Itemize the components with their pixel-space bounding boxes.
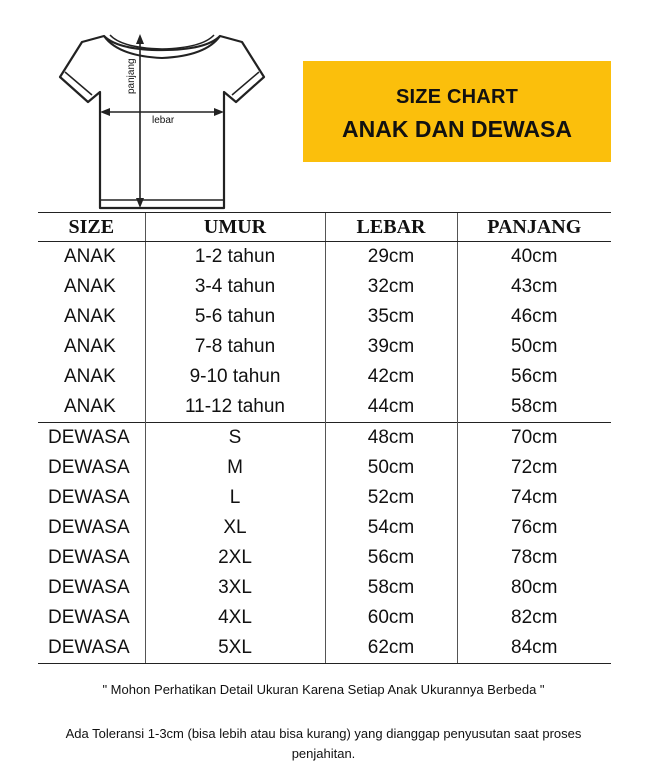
table-header-row [38, 213, 611, 242]
size-label: DEWASA [48, 517, 130, 538]
size-label: ANAK [64, 306, 116, 327]
cell-size [38, 603, 145, 633]
cell-umur: 9-10 tahun [145, 362, 325, 392]
size-label: ANAK [64, 396, 116, 417]
cell-umur: 5-6 tahun [145, 302, 325, 332]
table-row [38, 633, 611, 664]
cell-lebar: 39cm [325, 332, 457, 362]
cell-umur: 1-2 tahun [145, 242, 325, 273]
size-label: DEWASA [48, 487, 130, 508]
cell-lebar: 32cm [325, 272, 457, 302]
table-row [38, 573, 611, 603]
table-row [38, 332, 611, 362]
cell-panjang: 82cm [457, 603, 611, 633]
cell-lebar: 56cm [325, 543, 457, 573]
cell-size [38, 513, 145, 543]
cell-lebar: 60cm [325, 603, 457, 633]
table-row [38, 453, 611, 483]
cell-panjang: 84cm [457, 633, 611, 664]
size-label: DEWASA [48, 427, 130, 448]
cell-panjang: 56cm [457, 362, 611, 392]
table-row [38, 362, 611, 392]
cell-panjang: 58cm [457, 392, 611, 423]
cell-panjang: 76cm [457, 513, 611, 543]
header-lebar: LEBAR [325, 213, 457, 242]
cell-size [38, 483, 145, 513]
cell-umur: 11-12 tahun [145, 392, 325, 423]
size-label: DEWASA [48, 607, 130, 628]
cell-umur: 7-8 tahun [145, 332, 325, 362]
cell-panjang: 43cm [457, 272, 611, 302]
cell-lebar: 54cm [325, 513, 457, 543]
header-umur: UMUR [145, 213, 325, 242]
cell-panjang: 74cm [457, 483, 611, 513]
tolerance-notice: Ada Toleransi 1-3cm (bisa lebih atau bisa kurang) yang dianggap penyusutan saat proses penjahitan. [65, 726, 582, 761]
cell-panjang: 40cm [457, 242, 611, 273]
size-label: DEWASA [48, 637, 130, 658]
cell-umur: 5XL [145, 633, 325, 664]
cell-panjang: 72cm [457, 453, 611, 483]
banner-subtitle: ANAK DAN DEWASA [342, 116, 572, 142]
table-row [38, 272, 611, 302]
table-row [38, 242, 611, 273]
cell-size [38, 302, 145, 332]
measurement-notice: " Mohon Perhatikan Detail Ukuran Karena Setiap Anak Ukurannya Berbeda " [102, 682, 545, 697]
cell-size [38, 573, 145, 603]
cell-umur: 4XL [145, 603, 325, 633]
size-label: ANAK [64, 246, 116, 267]
cell-lebar: 48cm [325, 423, 457, 454]
cell-lebar: 52cm [325, 483, 457, 513]
cell-umur: 3-4 tahun [145, 272, 325, 302]
size-label: ANAK [64, 336, 116, 357]
cell-size [38, 392, 145, 423]
cell-umur: M [145, 453, 325, 483]
cell-panjang: 80cm [457, 573, 611, 603]
cell-umur: L [145, 483, 325, 513]
cell-size [38, 242, 145, 273]
size-label: DEWASA [48, 457, 130, 478]
header-size: SIZE [38, 213, 145, 242]
tshirt-measurement-diagram [52, 22, 272, 212]
cell-lebar: 58cm [325, 573, 457, 603]
cell-umur: 3XL [145, 573, 325, 603]
cell-umur: XL [145, 513, 325, 543]
cell-lebar: 44cm [325, 392, 457, 423]
cell-panjang: 50cm [457, 332, 611, 362]
cell-size [38, 543, 145, 573]
table-row [38, 483, 611, 513]
cell-lebar: 62cm [325, 633, 457, 664]
table-row [38, 423, 611, 454]
cell-lebar: 50cm [325, 453, 457, 483]
cell-panjang: 46cm [457, 302, 611, 332]
cell-panjang: 70cm [457, 423, 611, 454]
cell-lebar: 29cm [325, 242, 457, 273]
banner-title: SIZE CHART [396, 86, 518, 108]
cell-size [38, 272, 145, 302]
size-label: DEWASA [48, 577, 130, 598]
cell-size [38, 633, 145, 664]
cell-size [38, 362, 145, 392]
tshirt-icon [52, 22, 272, 212]
cell-size [38, 332, 145, 362]
cell-size [38, 423, 145, 454]
table-row [38, 302, 611, 332]
cell-umur: S [145, 423, 325, 454]
title-banner [303, 61, 611, 162]
table-row [38, 603, 611, 633]
cell-lebar: 35cm [325, 302, 457, 332]
table-row [38, 543, 611, 573]
size-label: DEWASA [48, 547, 130, 568]
cell-size [38, 453, 145, 483]
header-panjang: PANJANG [457, 213, 611, 242]
cell-lebar: 42cm [325, 362, 457, 392]
length-label: panjang [126, 58, 137, 94]
table-row [38, 392, 611, 423]
width-label: lebar [152, 115, 175, 126]
size-table [38, 212, 611, 664]
cell-panjang: 78cm [457, 543, 611, 573]
cell-umur: 2XL [145, 543, 325, 573]
size-label: ANAK [64, 276, 116, 297]
size-label: ANAK [64, 366, 116, 387]
table-row [38, 513, 611, 543]
